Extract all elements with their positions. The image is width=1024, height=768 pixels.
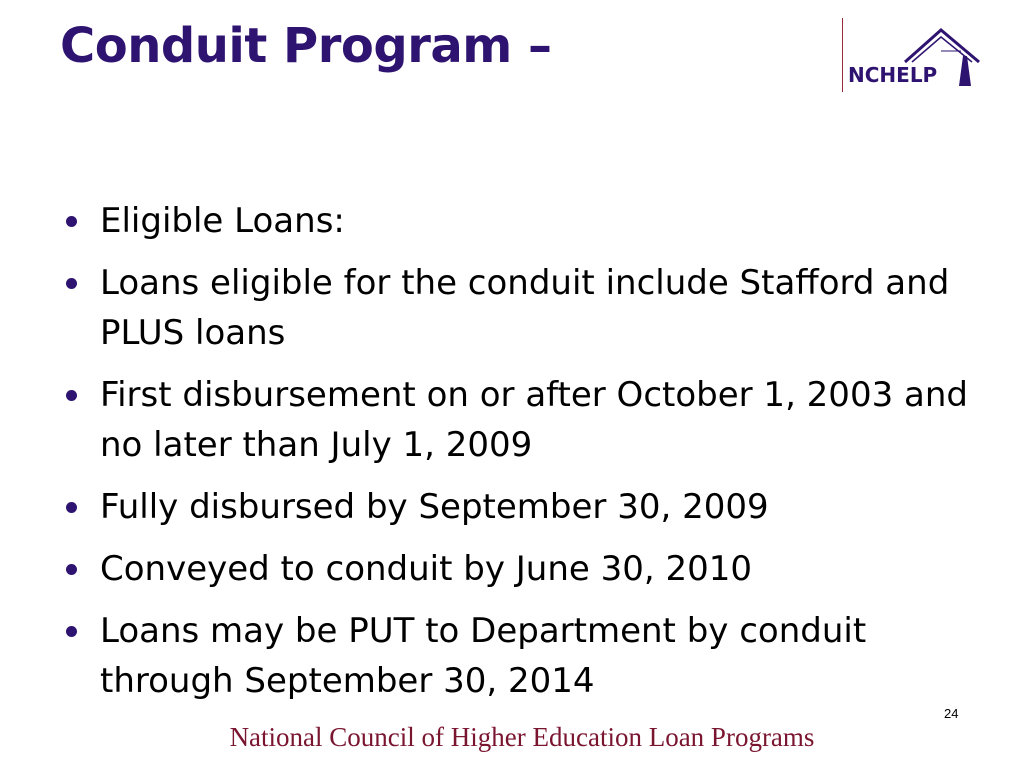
bullet-text: Loans may be PUT to Department by conduit through September 30, 2014 [100, 611, 867, 701]
page-number: 24 [944, 706, 959, 721]
bullet-text: First disbursement on or after October 1, 2003 and no later than July 1, 2009 [100, 375, 968, 465]
bullet-item [60, 258, 980, 358]
bullet-dot-icon [66, 390, 77, 401]
bullet-text: Conveyed to conduit by June 30, 2010 [100, 549, 753, 589]
bullet-item [60, 196, 980, 246]
nchelp-logo [842, 18, 982, 92]
bullet-item [60, 544, 980, 594]
bullet-item [60, 482, 980, 532]
bullet-dot-icon [66, 502, 77, 513]
bullet-item [60, 606, 980, 706]
logo-text: NCHELP [848, 63, 938, 87]
bullet-list [60, 196, 980, 718]
bullet-text: Eligible Loans: [100, 201, 345, 241]
slide-title: Conduit Program – [60, 18, 552, 74]
bullet-dot-icon [66, 278, 77, 289]
footer-organization-name: National Council of Higher Education Loan Programs [229, 722, 815, 752]
bullet-dot-icon [66, 564, 77, 575]
bullet-dot-icon [66, 626, 77, 637]
bullet-text: Loans eligible for the conduit include Stafford and PLUS loans [100, 263, 950, 353]
bullet-dot-icon [66, 216, 77, 227]
house-roof-logo-icon [843, 18, 982, 92]
bullet-text: Fully disbursed by September 30, 2009 [100, 487, 769, 527]
bullet-item [60, 370, 980, 470]
